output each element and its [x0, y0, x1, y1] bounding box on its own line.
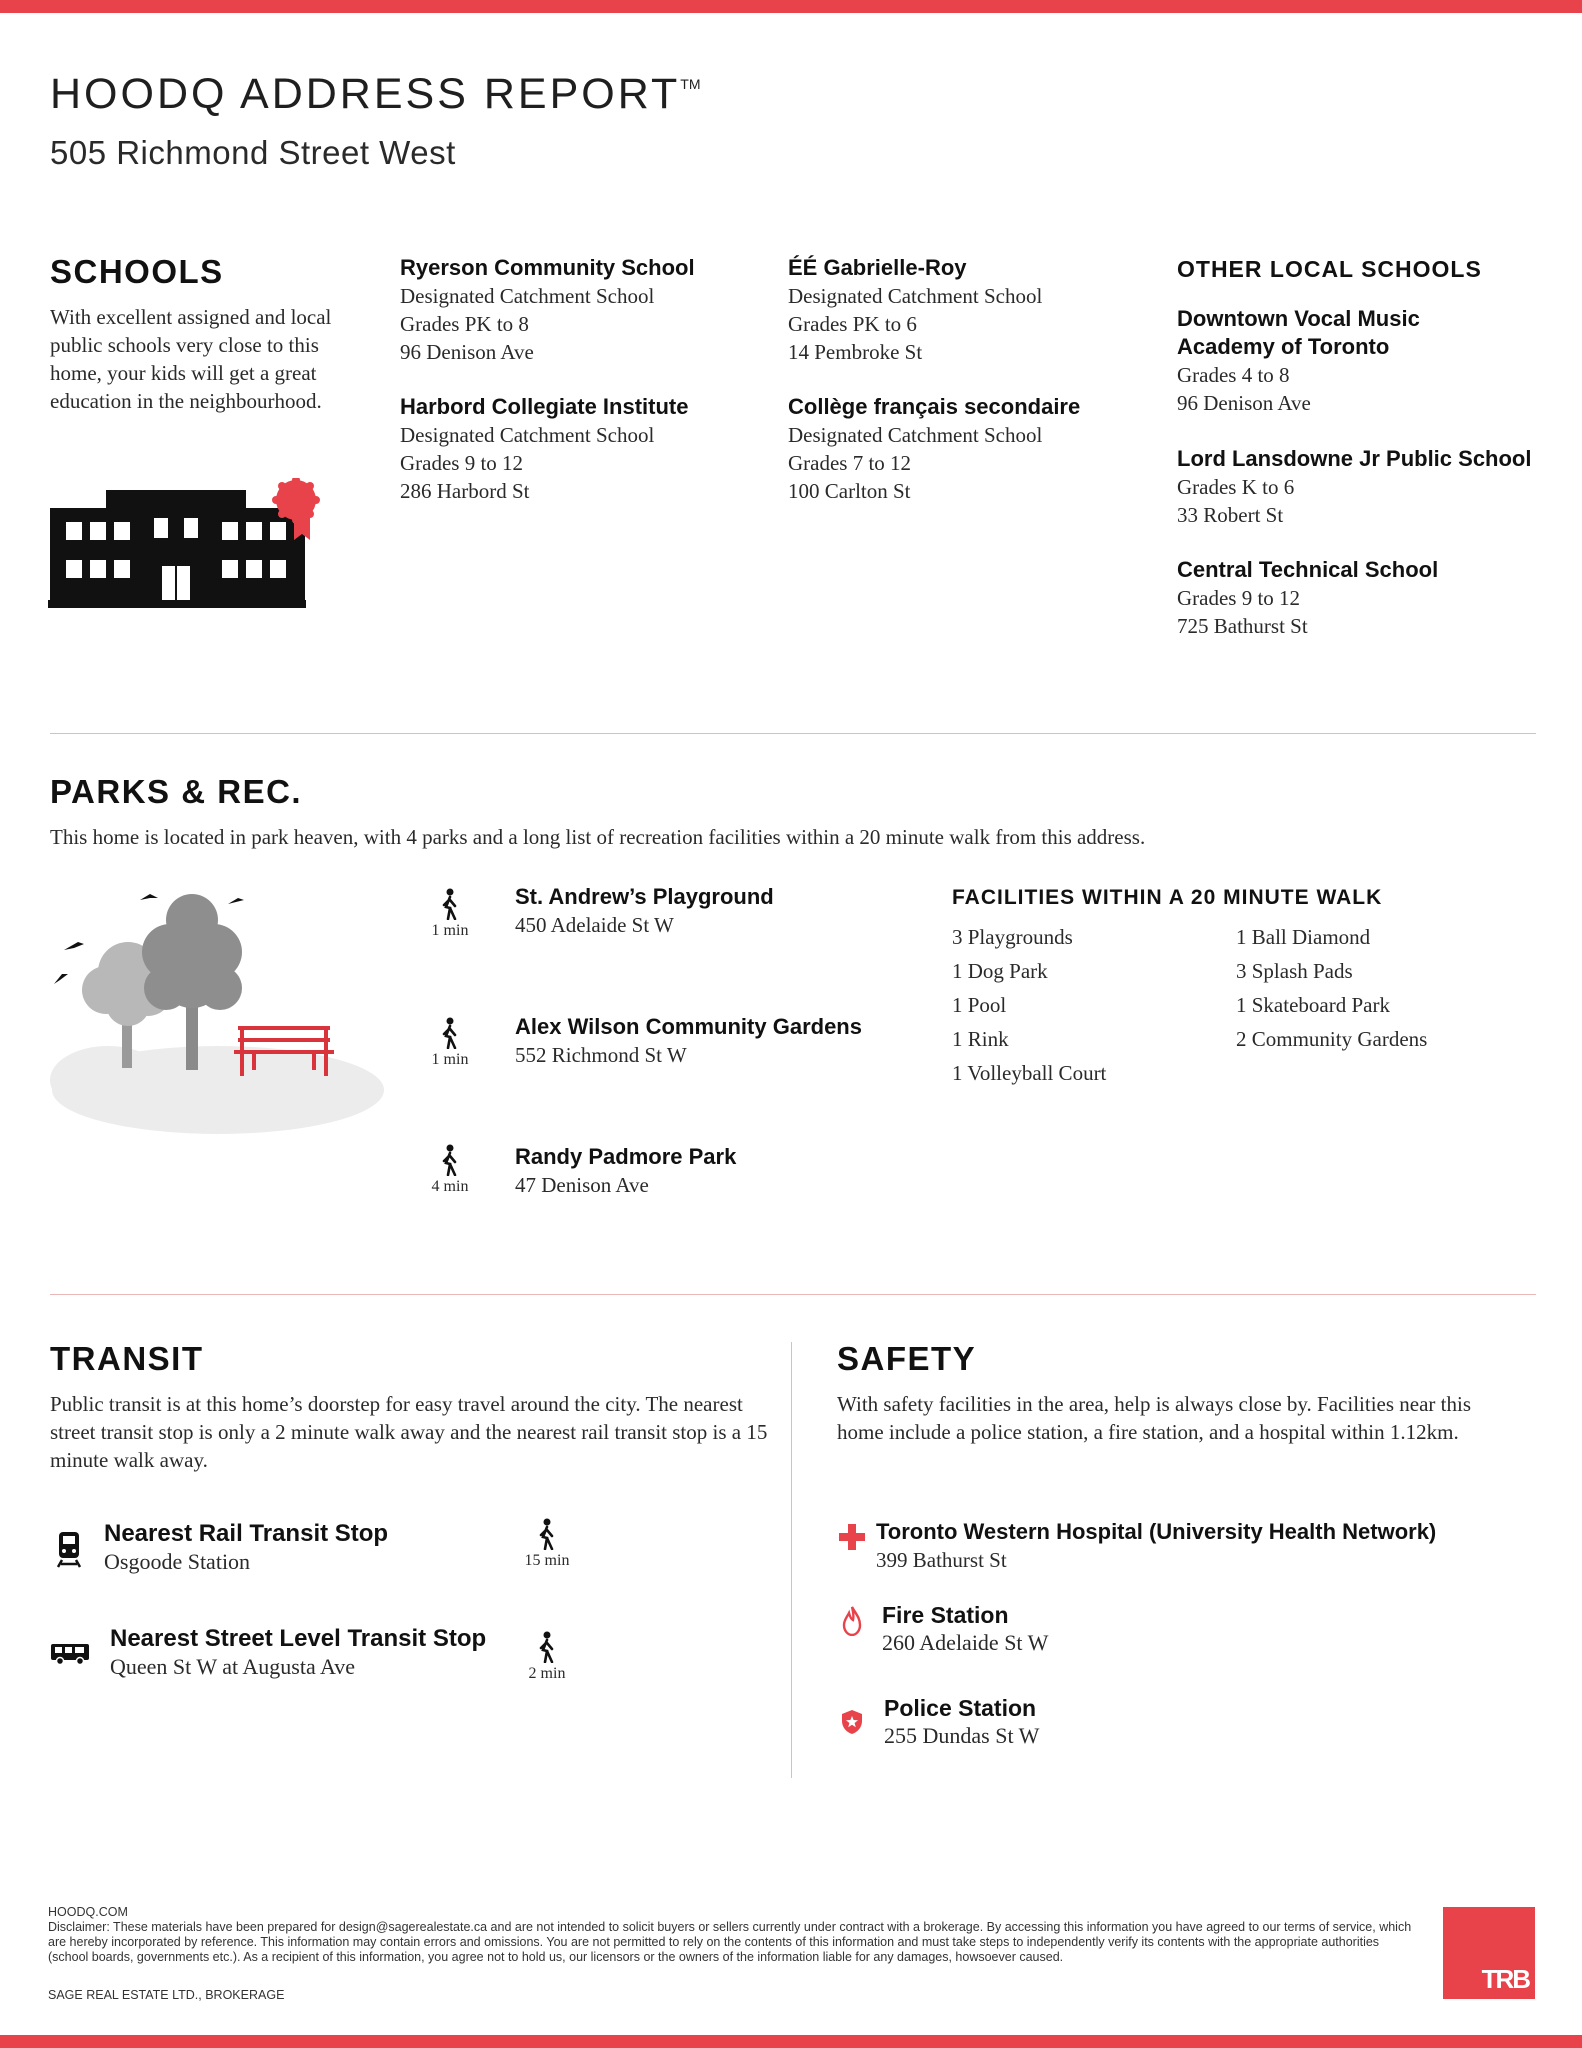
trademark: TM — [680, 76, 701, 92]
facility-item: 1 Dog Park — [952, 959, 1048, 983]
facility-item: 1 Pool — [952, 993, 1007, 1017]
police-station-name: Police Station — [884, 1695, 1037, 1721]
top-accent-bar — [0, 0, 1582, 13]
school-name: Harbord Collegiate Institute — [400, 394, 689, 419]
school-grades: Grades PK to 6 — [788, 312, 917, 336]
walking-person-icon — [535, 1631, 559, 1663]
train-icon — [56, 1530, 82, 1568]
walk-time: 4 min — [431, 1178, 469, 1195]
transit-heading: TRANSIT — [50, 1340, 204, 1377]
school-address: 96 Denison Ave — [1177, 391, 1311, 415]
fire-icon — [842, 1606, 862, 1636]
walk-time-badge — [418, 1017, 482, 1069]
trb-logo — [1443, 1907, 1535, 1999]
school-name: Ryerson Community School — [400, 255, 695, 280]
facility-item: 3 Splash Pads — [1236, 959, 1353, 983]
park-item — [515, 1013, 862, 1069]
park-name: Alex Wilson Community Gardens — [515, 1014, 862, 1039]
school-type: Designated Catchment School — [788, 284, 1043, 308]
walk-time-badge — [515, 1631, 579, 1683]
parks-heading: PARKS & REC. — [50, 773, 303, 810]
hospital-name: Toronto Western Hospital (University Health Network) — [876, 1519, 1437, 1544]
school-harbord — [400, 393, 770, 505]
school-grades: Grades 9 to 12 — [1177, 586, 1301, 610]
walk-time: 2 min — [528, 1665, 566, 1682]
school-address: 100 Carlton St — [788, 479, 911, 503]
schools-description: With excellent assigned and local public schools very close to this home, your kids will get a great education in the neighbourhood. — [50, 305, 332, 413]
parks-description: This home is located in park heaven, with 4 parks and a long list of recreation facilities within a 20 minute walk from this address. — [50, 825, 1146, 849]
park-name: Randy Padmore Park — [515, 1144, 737, 1169]
school-name: Collège français secondaire — [788, 394, 1081, 419]
school-address: 286 Harbord St — [400, 479, 530, 503]
walking-person-icon — [535, 1518, 559, 1550]
rail-stop-name: Osgoode Station — [104, 1549, 251, 1574]
schools-heading: SCHOOLS — [50, 253, 224, 290]
divider — [50, 733, 1536, 734]
safety-description: With safety facilities in the area, help is always close by. Facilities near this home include a police station, a fire station, and a hospital within 1.12km. — [837, 1392, 1472, 1444]
school-grades: Grades 7 to 12 — [788, 451, 912, 475]
walk-time-badge — [515, 1518, 579, 1570]
report-title: HOODQ ADDRESS REPORT™ — [50, 70, 701, 118]
police-station-address: 255 Dundas St W — [884, 1723, 1040, 1748]
safety-heading: SAFETY — [837, 1340, 977, 1377]
walk-time: 15 min — [524, 1552, 570, 1569]
school-central-technical — [1177, 556, 1537, 640]
footer-disclaimer: Disclaimer: These materials have been prepared for design@sagerealestate.ca and are not intended to solicit buyers or sellers currently under contract with a brokerage. By accessing this information you have agreed to our terms of service, which are hereby incorporated by reference. This information may contain errors and omissions. You are not permitted to rely on the contents of this information and must take steps to independently verify its contents with the appropriate authorities (school boards, governments etc.). As a recipient of this information, you agree not to hold us, our licensors or the owners of the information liable for any damages, howsoever caused. — [48, 1920, 1412, 1964]
walk-time: 1 min — [431, 922, 469, 939]
school-gabrielle-roy — [788, 254, 1158, 366]
report-address: 505 Richmond Street West — [50, 134, 456, 171]
footer-site: HOODQ.COM — [48, 1905, 128, 1919]
school-name: Downtown Vocal Music Academy of Toronto — [1177, 306, 1420, 359]
facility-item: 3 Playgrounds — [952, 925, 1073, 949]
school-type: Designated Catchment School — [400, 284, 655, 308]
rail-stop — [104, 1520, 388, 1576]
facilities-col-1 — [952, 920, 1106, 1090]
fire-station — [882, 1601, 1048, 1657]
fire-station-name: Fire Station — [882, 1602, 1009, 1628]
park-address: 47 Denison Ave — [515, 1173, 649, 1197]
park-address: 552 Richmond St W — [515, 1043, 687, 1067]
park-illustration-icon — [48, 880, 388, 1136]
school-type: Designated Catchment School — [788, 423, 1043, 447]
walking-person-icon — [438, 1144, 462, 1176]
police-station — [884, 1694, 1039, 1750]
walk-time-badge — [418, 1144, 482, 1196]
school-college-francais — [788, 393, 1158, 505]
hospital — [876, 1518, 1436, 1574]
footer-brokerage: SAGE REAL ESTATE LTD., BROKERAGE — [48, 1988, 285, 2002]
school-building-icon — [48, 478, 324, 610]
facilities-col-2 — [1236, 920, 1427, 1056]
school-ryerson — [400, 254, 770, 366]
park-name: St. Andrew’s Playground — [515, 884, 774, 909]
walk-time-badge — [418, 888, 482, 940]
hospital-address: 399 Bathurst St — [876, 1548, 1007, 1572]
facilities-heading: FACILITIES WITHIN A 20 MINUTE WALK — [952, 886, 1383, 909]
hospital-cross-icon — [839, 1524, 865, 1550]
park-item — [515, 1143, 736, 1199]
walk-time: 1 min — [431, 1051, 469, 1068]
other-schools-heading: OTHER LOCAL SCHOOLS — [1177, 256, 1482, 282]
bottom-accent-bar — [0, 2035, 1582, 2048]
police-shield-icon — [841, 1709, 863, 1735]
school-lord-lansdowne — [1177, 445, 1537, 529]
facility-item: 2 Community Gardens — [1236, 1027, 1428, 1051]
school-address: 96 Denison Ave — [400, 340, 534, 364]
school-grades: Grades PK to 8 — [400, 312, 529, 336]
school-address: 725 Bathurst St — [1177, 614, 1308, 638]
trb-logo-text: TRB — [1481, 1964, 1529, 1994]
school-name: Lord Lansdowne Jr Public School — [1177, 446, 1532, 471]
walking-person-icon — [438, 888, 462, 920]
school-address: 33 Robert St — [1177, 503, 1284, 527]
school-grades: Grades K to 6 — [1177, 475, 1295, 499]
bus-icon — [50, 1642, 90, 1666]
facility-item: 1 Ball Diamond — [1236, 925, 1371, 949]
school-grades: Grades 9 to 12 — [400, 451, 524, 475]
rail-stop-label: Nearest Rail Transit Stop — [104, 1520, 389, 1547]
school-grades: Grades 4 to 8 — [1177, 363, 1290, 387]
school-type: Designated Catchment School — [400, 423, 655, 447]
facility-item: 1 Skateboard Park — [1236, 993, 1390, 1017]
street-stop — [110, 1625, 486, 1681]
school-downtown-vocal — [1177, 305, 1537, 417]
park-item — [515, 883, 774, 939]
fire-station-address: 260 Adelaide St W — [882, 1630, 1049, 1655]
school-name: ÉÉ Gabrielle-Roy — [788, 255, 967, 280]
transit-description: Public transit is at this home’s doorstep for easy travel around the city. The nearest street transit stop is only a 2 minute walk away and the nearest rail transit stop is a 15 minute walk away. — [50, 1392, 768, 1472]
facility-item: 1 Rink — [952, 1027, 1009, 1051]
divider — [50, 1294, 1536, 1295]
column-divider — [791, 1342, 792, 1778]
school-name: Central Technical School — [1177, 557, 1439, 582]
facility-item: 1 Volleyball Court — [952, 1061, 1107, 1085]
walking-person-icon — [438, 1017, 462, 1049]
school-address: 14 Pembroke St — [788, 340, 923, 364]
street-stop-label: Nearest Street Level Transit Stop — [110, 1625, 487, 1652]
park-address: 450 Adelaide St W — [515, 913, 674, 937]
street-stop-name: Queen St W at Augusta Ave — [110, 1654, 356, 1679]
